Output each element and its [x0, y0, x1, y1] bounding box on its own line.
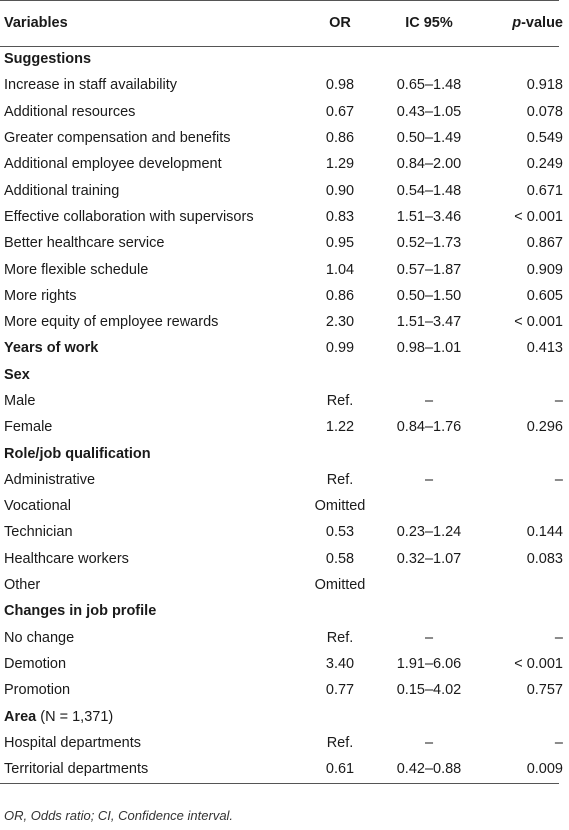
header-ci: IC 95%	[405, 15, 453, 31]
row-p-value: 0.605	[526, 287, 563, 304]
table-section-row	[0, 598, 569, 624]
row-p-value: 0.918	[526, 77, 563, 94]
row-label: More rights	[4, 287, 77, 304]
row-p-value	[477, 493, 569, 519]
row-label: Territorial departments	[4, 761, 149, 778]
row-ci-value: 0.65–1.48	[396, 77, 462, 94]
row-or-value: 0.83	[325, 208, 355, 225]
row-ci-value: –	[424, 734, 434, 751]
table-body	[0, 46, 569, 782]
row-label: Better healthcare service	[4, 235, 165, 252]
row-p-value: 0.083	[526, 550, 563, 567]
row-or-value: 0.67	[325, 103, 355, 120]
row-p-value: 0.249	[526, 156, 563, 173]
table-row	[0, 730, 569, 756]
row-p-value: –	[554, 393, 563, 409]
row-p-value	[477, 46, 569, 72]
table-row	[0, 177, 569, 203]
row-label: Area (N = 1,371)	[4, 708, 114, 725]
row-p-value: –	[554, 629, 563, 646]
table-row	[0, 651, 569, 677]
row-label: Greater compensation and benefits	[4, 130, 231, 147]
row-ci-value	[381, 46, 477, 72]
row-ci-value: 0.50–1.49	[396, 130, 462, 147]
header-variables: Variables	[4, 15, 68, 31]
row-ci-value: –	[424, 393, 434, 409]
row-ci-value	[381, 362, 477, 388]
table-section-row	[0, 440, 569, 466]
table-row	[0, 309, 569, 335]
row-p-value: 0.909	[526, 261, 563, 278]
row-ci-value: 0.54–1.48	[396, 182, 462, 199]
row-ci-value: 0.57–1.87	[396, 261, 462, 278]
row-label: No change	[4, 629, 75, 646]
table-section-row	[0, 362, 569, 388]
row-p-value	[477, 362, 569, 388]
row-ci-value: 0.15–4.02	[396, 682, 462, 699]
table-row	[0, 283, 569, 309]
row-or-value: Ref.	[326, 734, 354, 751]
table-row	[0, 572, 569, 598]
row-or-value	[299, 46, 381, 72]
row-p-value: 0.296	[526, 419, 563, 436]
row-or-value: 0.58	[325, 550, 355, 567]
row-or-value: 1.29	[325, 156, 355, 173]
row-label: More flexible schedule	[4, 261, 149, 278]
row-ci-value: 1.51–3.46	[396, 208, 462, 225]
table-row	[0, 125, 569, 151]
row-ci-value: 0.43–1.05	[396, 103, 462, 120]
table-row	[0, 151, 569, 177]
row-ci-value	[381, 703, 477, 729]
table-row	[0, 493, 569, 519]
table-row	[0, 256, 569, 282]
table-row	[0, 230, 569, 256]
row-label: Additional resources	[4, 103, 136, 120]
row-p-value: < 0.001	[514, 655, 563, 672]
row-or-value	[299, 362, 381, 388]
row-label: Female	[4, 419, 53, 436]
row-p-value: 0.757	[526, 682, 563, 699]
row-label: Sex	[4, 366, 30, 383]
row-or-value	[299, 703, 381, 729]
row-ci-value: 0.23–1.24	[396, 524, 462, 541]
row-or-value: 2.30	[325, 314, 355, 331]
row-p-value: 0.671	[526, 182, 563, 199]
row-label: Effective collaboration with supervisors	[4, 208, 254, 225]
row-ci-value: –	[424, 629, 434, 646]
table-footnote: OR, Odds ratio; CI, Confidence interval.	[4, 808, 234, 823]
row-ci-value	[381, 572, 477, 598]
table-row	[0, 467, 569, 493]
row-or-value: Ref.	[326, 629, 354, 646]
row-ci-value	[381, 440, 477, 466]
row-or-value: Omitted	[314, 498, 366, 515]
row-or-value: 3.40	[325, 655, 355, 672]
header-p-value: p-value	[512, 15, 563, 31]
row-ci-value: 0.52–1.73	[396, 235, 462, 252]
row-ci-value	[381, 493, 477, 519]
row-label: Hospital departments	[4, 734, 142, 751]
row-label: Promotion	[4, 682, 71, 699]
row-label: Healthcare workers	[4, 550, 129, 567]
table-bottom-rule	[0, 783, 559, 784]
row-or-value: 1.22	[325, 419, 355, 436]
row-or-value: 0.90	[325, 182, 355, 199]
row-ci-value: 1.51–3.47	[396, 314, 462, 331]
row-or-value	[299, 598, 381, 624]
table-header-row	[0, 0, 569, 46]
row-p-value	[477, 703, 569, 729]
header-or: OR	[329, 15, 351, 31]
row-or-value: 0.61	[325, 761, 355, 778]
row-or-value: 0.95	[325, 235, 355, 252]
row-label: Role/job qualification	[4, 445, 151, 462]
table-row	[0, 388, 569, 414]
table-row	[0, 625, 569, 651]
row-or-value: 0.77	[325, 682, 355, 699]
table-row	[0, 204, 569, 230]
row-p-value: –	[554, 471, 563, 488]
table-row	[0, 546, 569, 572]
row-p-value: 0.413	[526, 340, 563, 357]
row-label: Administrative	[4, 471, 96, 488]
row-label: Male	[4, 393, 36, 409]
row-label: More equity of employee rewards	[4, 314, 219, 331]
row-or-value	[299, 440, 381, 466]
row-label: Additional employee development	[4, 156, 222, 173]
row-label: Years of work	[4, 340, 99, 357]
table-row	[0, 519, 569, 545]
row-label: Technician	[4, 524, 73, 541]
row-or-value: Ref.	[326, 471, 354, 488]
row-ci-value: 1.91–6.06	[396, 655, 462, 672]
row-p-value	[477, 440, 569, 466]
row-ci-value	[381, 598, 477, 624]
table-row	[0, 756, 569, 782]
row-p-value: 0.078	[526, 103, 563, 120]
row-label: Increase in staff availability	[4, 77, 178, 94]
table-row	[0, 414, 569, 440]
row-or-value: 0.86	[325, 287, 355, 304]
row-p-value: 0.009	[526, 761, 563, 778]
row-p-value: 0.549	[526, 130, 563, 147]
row-p-value: < 0.001	[514, 314, 563, 331]
table-row	[0, 677, 569, 703]
row-or-value: 0.86	[325, 130, 355, 147]
row-ci-value: 0.42–0.88	[396, 761, 462, 778]
row-p-value	[477, 572, 569, 598]
table-section-row	[0, 703, 569, 729]
row-ci-value: 0.50–1.50	[396, 287, 462, 304]
row-p-value: –	[554, 734, 563, 751]
row-label: Demotion	[4, 655, 67, 672]
row-label: Additional training	[4, 182, 120, 199]
row-ci-value: 0.84–1.76	[396, 419, 462, 436]
row-or-value: 0.99	[325, 340, 355, 357]
row-label: Other	[4, 577, 41, 594]
row-or-value: Ref.	[326, 393, 354, 409]
row-p-value: 0.144	[526, 524, 563, 541]
table-section-row	[0, 46, 569, 72]
table-row	[0, 72, 569, 98]
row-ci-value: –	[424, 471, 434, 488]
table-row	[0, 99, 569, 125]
table-header-rule	[0, 46, 559, 47]
row-or-value: Omitted	[314, 577, 366, 594]
row-ci-value: 0.32–1.07	[396, 550, 462, 567]
row-label: Changes in job profile	[4, 603, 157, 620]
row-p-value: < 0.001	[514, 208, 563, 225]
row-or-value: 0.53	[325, 524, 355, 541]
table-section-row	[0, 335, 569, 361]
row-label: Vocational	[4, 498, 71, 515]
row-ci-value: 0.84–2.00	[396, 156, 462, 173]
row-label: Suggestions	[4, 51, 92, 68]
row-ci-value: 0.98–1.01	[396, 340, 462, 357]
row-or-value: 0.98	[325, 77, 355, 94]
row-or-value: 1.04	[325, 261, 355, 278]
row-p-value	[477, 598, 569, 624]
row-p-value: 0.867	[526, 235, 563, 252]
